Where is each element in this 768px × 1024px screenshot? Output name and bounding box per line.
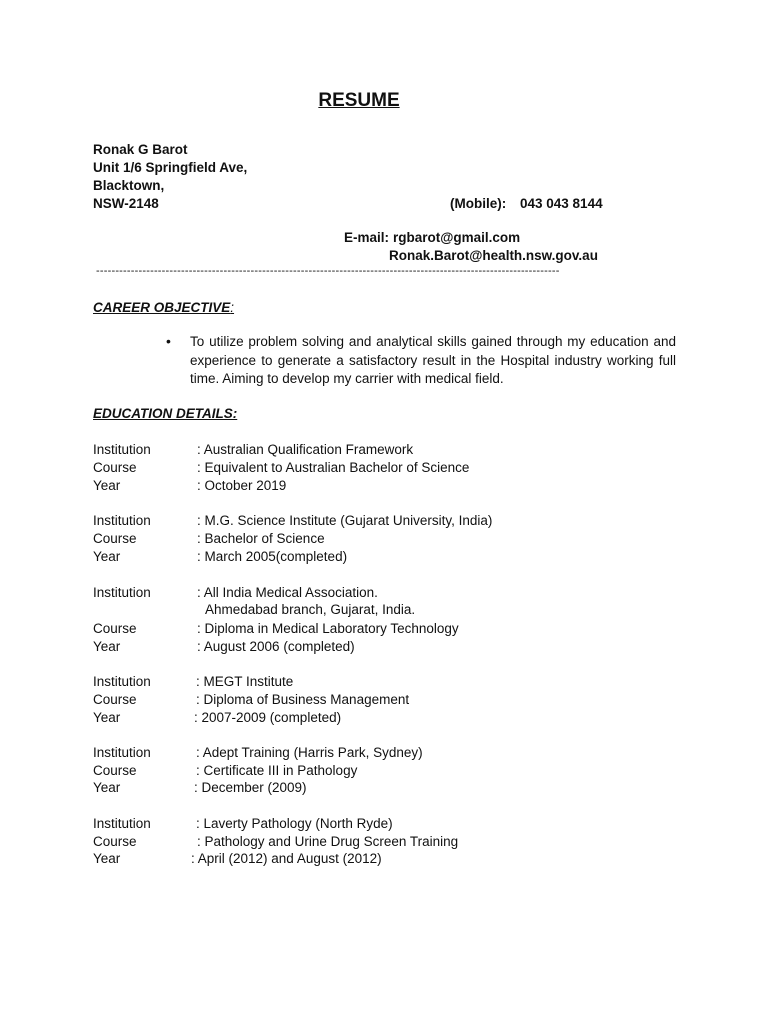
institution-value: : MEGT Institute (196, 674, 294, 689)
year-value: : August 2006 (completed) (197, 639, 355, 654)
year-label: Year (93, 851, 121, 866)
career-objective-heading-text: CAREER OBJECTIVE (93, 300, 231, 315)
address-line-2: Blacktown, (93, 178, 165, 193)
course-value: : Pathology and Urine Drug Screen Training (197, 834, 459, 849)
course-label: Course (93, 460, 137, 475)
course-value: : Diploma of Business Management (196, 692, 410, 707)
institution-label: Institution (93, 442, 151, 457)
bullet-icon: • (166, 333, 171, 349)
career-objective-text: To utilize problem solving and analytical skills gained through my education and experience to generate a satisfactory result in the Hospital industry working full time. Aiming to develop my carrier with medical field. (190, 334, 676, 386)
address-line-1: Unit 1/6 Springfield Ave, (93, 160, 248, 175)
email-secondary: Ronak.Barot@health.nsw.gov.au (389, 248, 598, 263)
institution-value-line-2: Ahmedabad branch, Gujarat, India. (205, 602, 416, 617)
institution-label: Institution (93, 585, 151, 600)
career-objective-bullet (166, 333, 676, 389)
year-label: Year (93, 549, 121, 564)
divider-line: ------------------------------------------------------------------------------------------------------------------------ (96, 265, 560, 277)
address-line-3: NSW-2148 (93, 196, 159, 211)
year-value: : April (2012) and August (2012) (191, 851, 382, 866)
career-objective-heading-colon: : (230, 300, 235, 315)
course-value: : Diploma in Medical Laboratory Technology (197, 621, 459, 636)
career-objective-heading (93, 300, 234, 315)
institution-value: : Australian Qualification Framework (197, 442, 414, 457)
course-label: Course (93, 834, 137, 849)
course-label: Course (93, 692, 137, 707)
course-label: Course (93, 763, 137, 778)
year-label: Year (93, 710, 121, 725)
year-value: : December (2009) (194, 780, 307, 795)
year-label: Year (93, 780, 121, 795)
email-label: E-mail: (344, 230, 390, 245)
education-heading: EDUCATION DETAILS: (93, 406, 238, 421)
course-value: : Bachelor of Science (197, 531, 325, 546)
course-label: Course (93, 531, 137, 546)
mobile-label: (Mobile): (450, 196, 507, 211)
year-label: Year (93, 639, 121, 654)
institution-value: : Laverty Pathology (North Ryde) (196, 816, 393, 831)
course-value: : Certificate III in Pathology (196, 763, 358, 778)
course-value: : Equivalent to Australian Bachelor of Science (197, 460, 470, 475)
institution-label: Institution (93, 513, 151, 528)
institution-value: : All India Medical Association. (197, 585, 378, 600)
institution-label: Institution (93, 816, 151, 831)
year-value: : October 2019 (197, 478, 287, 493)
year-label: Year (93, 478, 121, 493)
institution-label: Institution (93, 745, 151, 760)
institution-value: : Adept Training (Harris Park, Sydney) (196, 745, 423, 760)
institution-value: : M.G. Science Institute (Gujarat University, India) (197, 513, 493, 528)
course-label: Course (93, 621, 137, 636)
contact-name: Ronak G Barot (93, 142, 188, 157)
institution-label: Institution (93, 674, 151, 689)
mobile-number: 043 043 8144 (520, 196, 603, 211)
page-title: RESUME (318, 90, 400, 111)
email-primary: rgbarot@gmail.com (393, 230, 521, 245)
year-value: : March 2005(completed) (197, 549, 348, 564)
year-value: : 2007-2009 (completed) (194, 710, 342, 725)
